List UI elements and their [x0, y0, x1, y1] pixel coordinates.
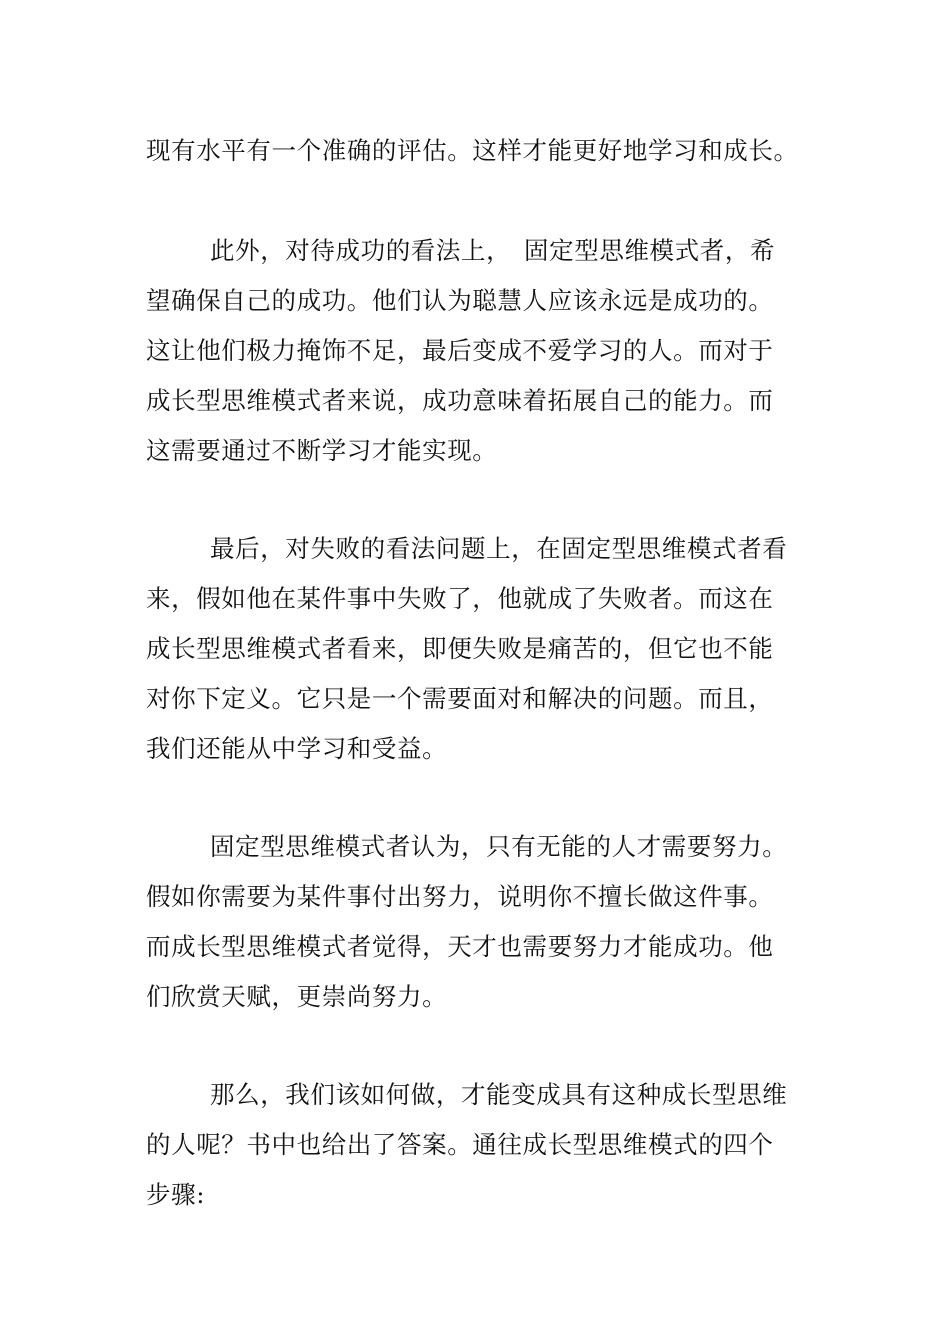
paragraph-line: 的人呢？书中也给出了答案。通往成长型思维模式的四个: [146, 1130, 774, 1159]
paragraph-4: [146, 822, 808, 1022]
paragraph-5: [146, 1070, 808, 1220]
paragraph-line: 们欣赏天赋，更崇尚努力。: [146, 982, 448, 1011]
paragraph-line: 此外，对待成功的看法上， 固定型思维模式者，希: [210, 236, 776, 265]
paragraph-line: 对你下定义。它只是一个需要面对和解决的问题。而且，: [146, 684, 774, 713]
paragraph-line: 固定型思维模式者认为，只有无能的人才需要努力。: [210, 832, 788, 861]
paragraph-line: 成长型思维模式者来说，成功意味着拓展自己的能力。而: [146, 386, 774, 415]
paragraph-line: 这让他们极力掩饰不足，最后变成不爱学习的人。而对于: [146, 336, 774, 365]
paragraph-line: 步骤:: [146, 1180, 206, 1209]
paragraph-3: [146, 524, 808, 774]
paragraph-line: 这需要通过不断学习才能实现。: [146, 436, 498, 465]
paragraph-line: 我们还能从中学习和受益。: [146, 734, 448, 763]
paragraph-line: 来，假如他在某件事中失败了，他就成了失败者。而这在: [146, 584, 774, 613]
paragraph-line: 而成长型思维模式者觉得，天才也需要努力才能成功。他: [146, 932, 774, 961]
paragraph-1: [146, 126, 808, 176]
paragraph-line: 望确保自己的成功。他们认为聪慧人应该永远是成功的。: [146, 286, 774, 315]
paragraph-line: 现有水平有一个准确的评估。这样才能更好地学习和成长。: [146, 136, 799, 165]
paragraph-2: [146, 226, 808, 476]
paragraph-line: 那么，我们该如何做，才能变成具有这种成长型思维: [210, 1080, 788, 1109]
paragraph-line: 假如你需要为某件事付出努力，说明你不擅长做这件事。: [146, 882, 774, 911]
paragraph-line: 成长型思维模式者看来，即便失败是痛苦的，但它也不能: [146, 634, 774, 663]
paragraph-line: 最后，对失败的看法问题上，在固定型思维模式者看: [210, 534, 788, 563]
